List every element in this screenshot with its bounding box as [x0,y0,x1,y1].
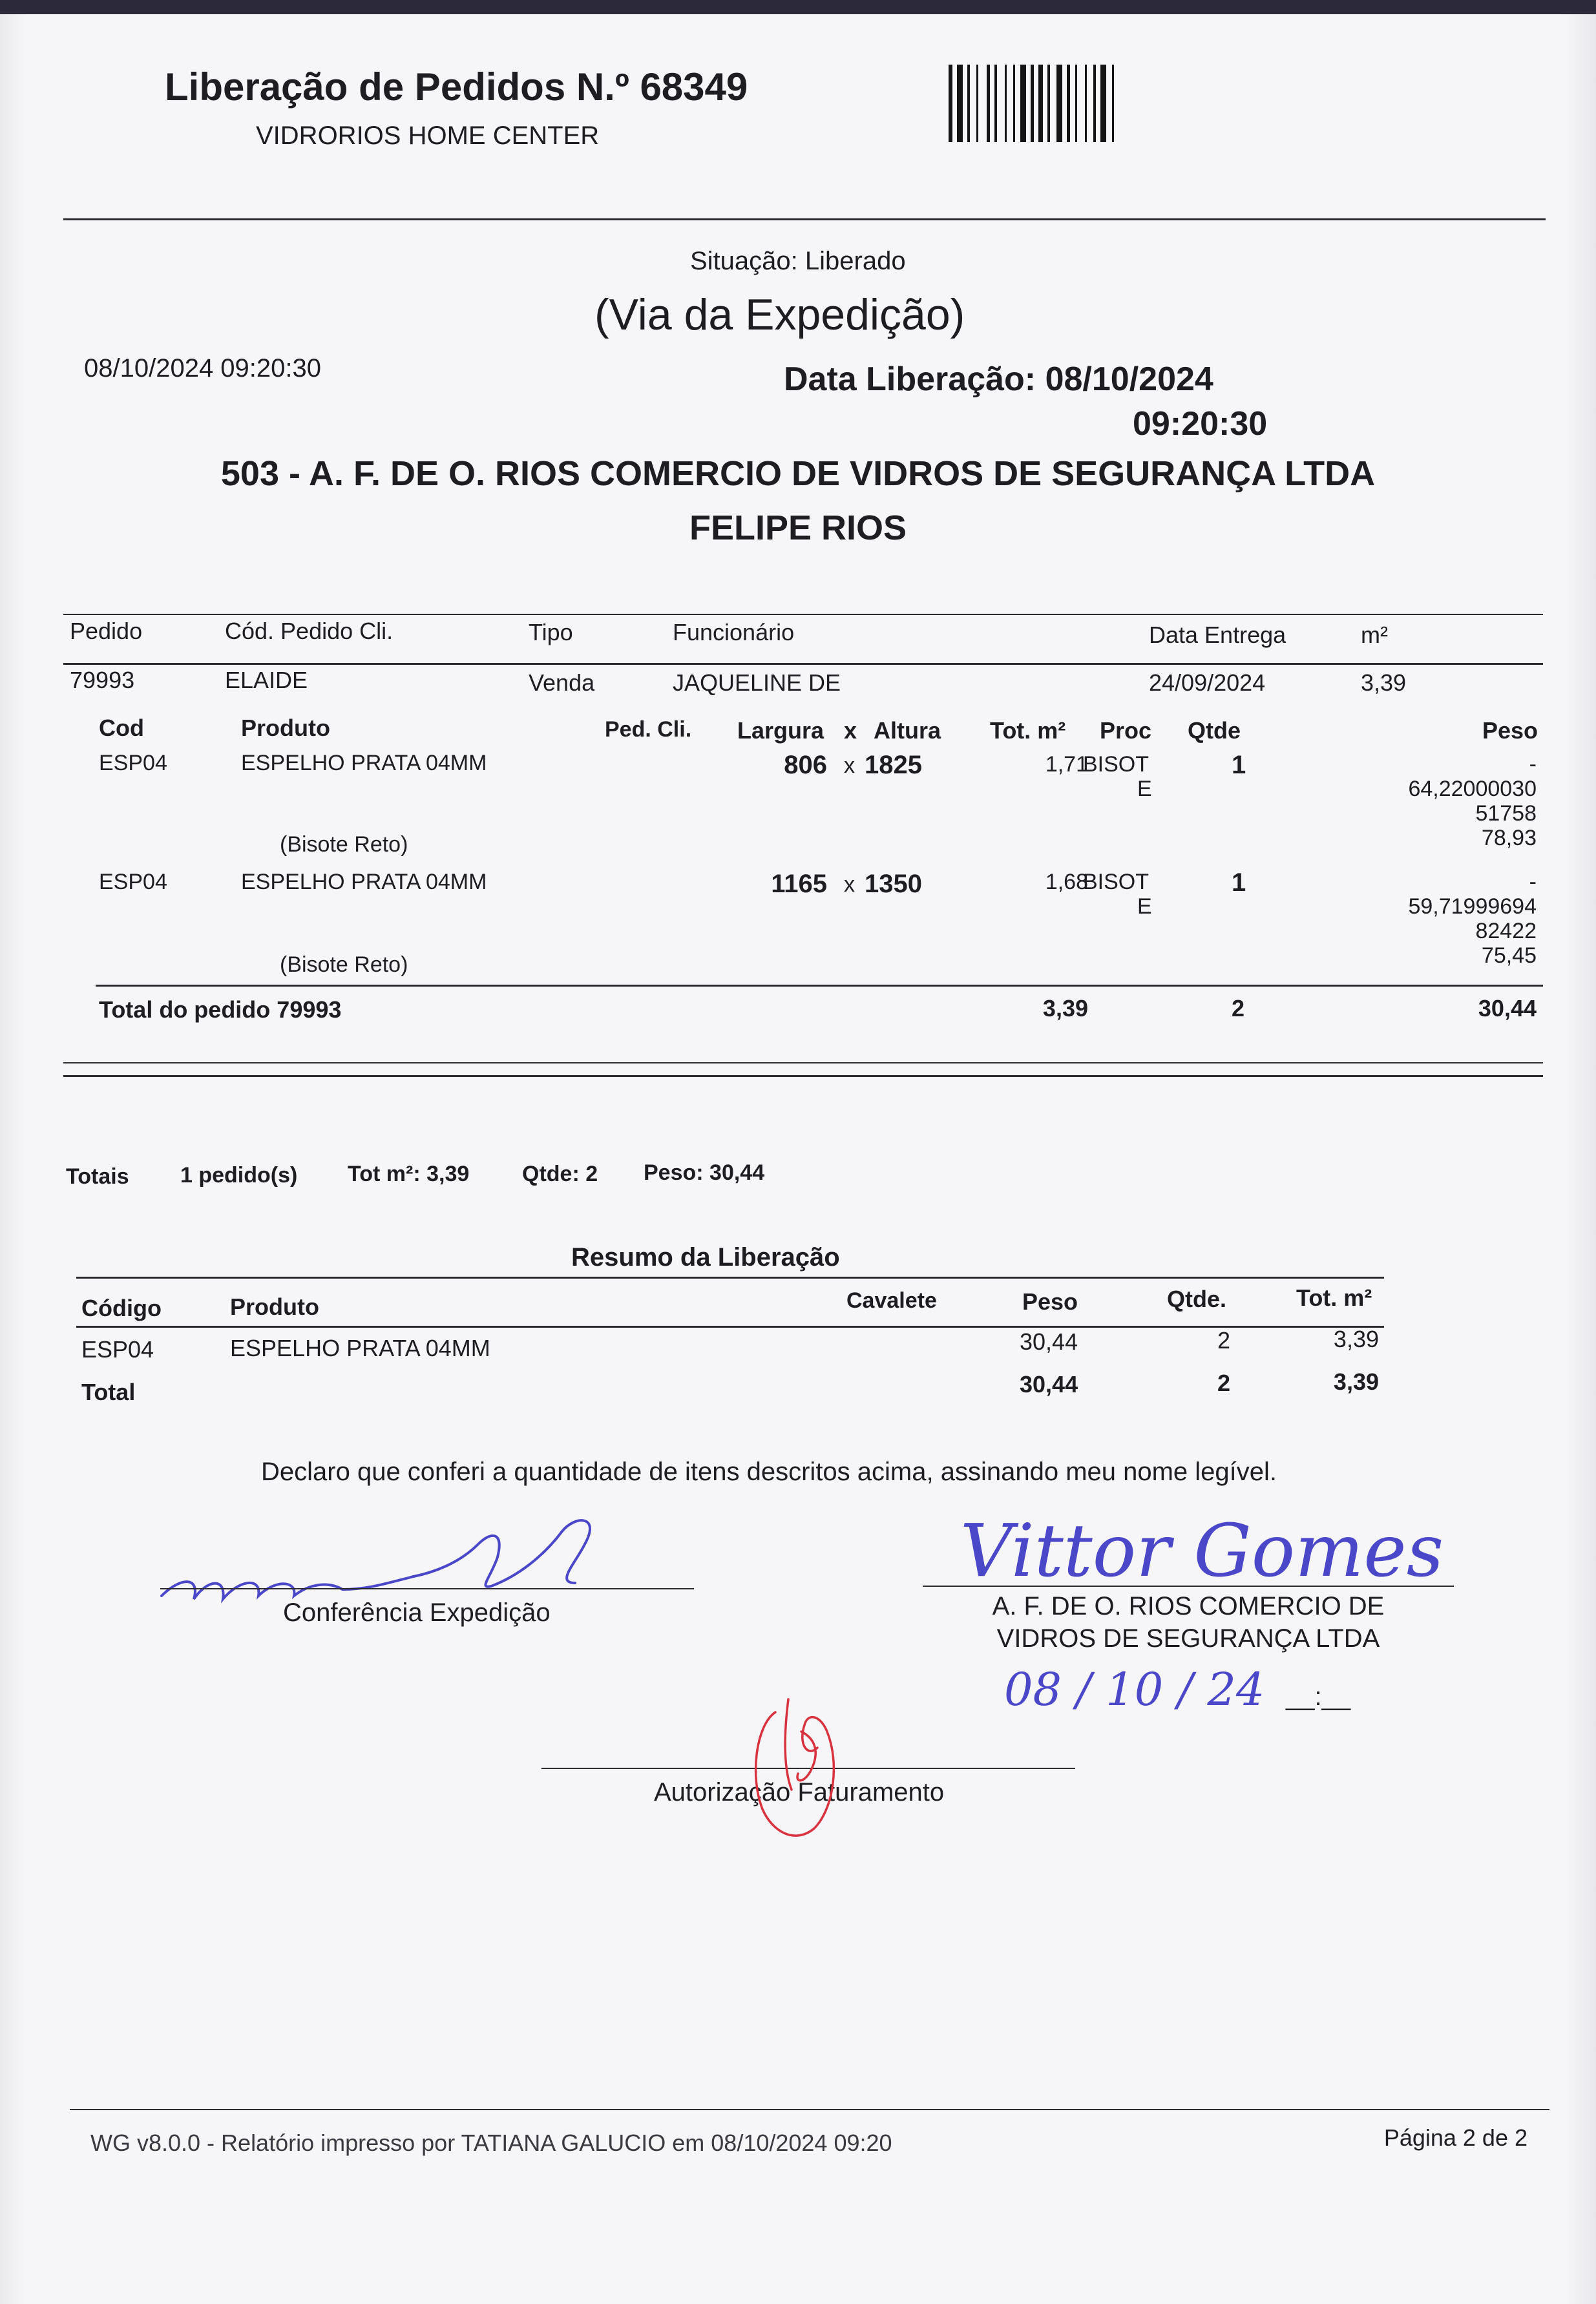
conferencia-label: Conferência Expedição [283,1598,551,1627]
barcode-bar [949,65,952,142]
resumo-row-qtde: 2 [1217,1327,1231,1354]
item1-peso-line3: 51758 [1475,801,1537,826]
val-pedido: 79993 [70,667,135,693]
section-divider-2 [63,1075,1543,1077]
item2-cod: ESP04 [99,870,167,894]
autorizacao-label: Autorização Faturamento [654,1778,945,1807]
footer-divider [70,2109,1549,2110]
resumo-row-produto: ESPELHO PRATA 04MM [230,1335,490,1361]
resumo-total-peso: 30,44 [1020,1371,1078,1398]
items-col-tot-m2: Tot. m² [990,717,1066,744]
barcode-bar [1038,65,1043,142]
item2-note: (Bisote Reto) [280,952,408,977]
resumo-col-tot-m2: Tot. m² [1296,1284,1372,1311]
item2-produto: ESPELHO PRATA 04MM [241,870,487,894]
item1-qtde: 1 [1232,751,1246,779]
item1-peso-dash: - [1529,752,1537,777]
order-total-m2: 3,39 [1042,995,1088,1021]
barcode-bar [1031,65,1034,142]
client-signature-line [923,1586,1454,1587]
declaration-text: Declaro que conferi a quantidade de itens descritos acima, assinando meu nome legível. [261,1458,1277,1486]
totais-qtde: Qtde: 2 [522,1162,598,1186]
client-company-line1: A. F. DE O. RIOS COMERCIO DE [992,1592,1385,1620]
val-data-entrega: 24/09/2024 [1149,669,1266,696]
totais-m2: Tot m²: 3,39 [348,1162,470,1186]
items-col-x: x [844,717,857,744]
resumo-col-peso: Peso [1022,1288,1078,1315]
totais-peso: Peso: 30,44 [644,1160,765,1185]
barcode-bar [1075,65,1077,142]
barcode-bar [967,65,970,142]
resumo-col-produto: Produto [230,1293,319,1320]
items-col-cod: Cod [99,715,144,741]
footer-page-number: Página 2 de 2 [1383,2124,1528,2151]
col-pedido: Pedido [70,618,143,644]
resumo-header-line [76,1326,1384,1328]
val-cod-pedido-cli: ELAIDE [225,667,308,693]
col-cod-pedido-cli: Cód. Pedido Cli. [225,618,394,644]
handwritten-date: 08 / 10 / 24 [1004,1663,1265,1716]
client-contact: FELIPE RIOS [689,508,907,547]
val-m2: 3,39 [1361,669,1407,696]
via-expedicao: (Via da Expedição) [594,290,965,339]
item1-peso-line4: 78,93 [1481,826,1537,850]
header-divider [63,218,1546,220]
item1-proc-cont: E [1137,777,1152,801]
resumo-col-codigo: Código [81,1295,162,1321]
barcode-bar [1020,65,1026,142]
totais-label: Totais [66,1164,129,1189]
barcode-bar [1056,65,1062,142]
company-name: VIDRORIOS HOME CENTER [256,121,600,150]
barcode-bar [1047,65,1050,142]
red-initials-stamp [743,1686,859,1848]
resumo-row-codigo: ESP04 [81,1336,154,1363]
order-header-divider [63,663,1543,665]
items-col-altura: Altura [874,717,941,744]
document-title: Liberação de Pedidos N.º 68349 [165,65,748,109]
footer-print-info: WG v8.0.0 - Relatório impresso por TATIANA GALUCIO em 08/10/2024 09:20 [90,2130,892,2156]
item1-largura: 806 [784,751,827,779]
resumo-col-qtde: Qtde. [1167,1286,1227,1312]
client-company-line2: VIDROS DE SEGURANÇA LTDA [996,1624,1380,1653]
totais-pedidos: 1 pedido(s) [180,1163,298,1188]
order-total-label: Total do pedido 79993 [99,996,342,1023]
item2-peso-line2: 59,71999694 [1408,894,1537,919]
item2-altura: 1350 [865,870,922,898]
situacao-text: Situação: Liberado [690,247,906,275]
items-col-peso: Peso [1482,717,1538,744]
barcode-bar [1093,65,1096,142]
client-handwritten-signature: Vittor Gomes [960,1509,1444,1593]
data-liberacao: Data Liberação: 08/10/2024 [784,361,1213,398]
print-datetime: 08/10/2024 09:20:30 [84,354,322,382]
item2-proc: BISOT [1083,870,1150,894]
item2-largura: 1165 [771,870,827,898]
barcode-bar [1112,65,1114,142]
data-liberacao-time: 09:20:30 [1133,405,1268,443]
item2-peso-line4: 75,45 [1481,943,1537,968]
resumo-total-tot-m2: 3,39 [1333,1368,1379,1395]
barcode-bar [987,65,990,142]
barcode-bar [957,65,963,142]
barcode-bar [976,65,978,142]
items-col-qtde: Qtde [1188,717,1241,744]
item2-peso-line3: 82422 [1475,919,1537,943]
items-col-proc: Proc [1100,717,1152,744]
item2-proc-cont: E [1137,894,1152,919]
item1-x: x [844,753,855,778]
section-divider-1 [63,1062,1543,1063]
resumo-top-line [76,1277,1384,1279]
resumo-total-qtde: 2 [1217,1370,1231,1396]
barcode-bar [1067,65,1070,142]
resumo-total-label: Total [81,1379,136,1405]
item2-x: x [844,872,855,897]
barcode-bar [1013,65,1015,142]
items-col-produto: Produto [241,715,330,741]
conferencia-signature-line [160,1588,694,1589]
col-tipo: Tipo [529,619,573,645]
items-col-ped-cli: Ped. Cli. [605,717,692,742]
barcode [949,65,1207,142]
col-m2: m² [1361,622,1388,648]
resumo-title: Resumo da Liberação [571,1243,840,1272]
val-tipo: Venda [529,669,595,696]
col-funcionario: Funcionário [673,619,795,645]
item1-altura: 1825 [865,751,922,779]
barcode-bar [1005,65,1007,142]
item2-qtde: 1 [1232,868,1246,897]
items-total-line [96,985,1543,987]
order-header-top-line [63,614,1543,615]
item1-tot-m2: 1,71 [1045,752,1088,777]
barcode-bar [994,65,997,142]
item1-peso-line2: 64,22000030 [1408,777,1537,801]
item1-note: (Bisote Reto) [280,832,408,857]
item2-tot-m2: 1,68 [1045,870,1088,894]
val-funcionario: JAQUELINE DE [673,669,841,696]
barcode-bar [1100,65,1106,142]
client-name: 503 - A. F. DE O. RIOS COMERCIO DE VIDROS DE SEGURANÇA LTDA [220,454,1376,493]
resumo-row-tot-m2: 3,39 [1333,1326,1379,1352]
item2-peso-dash: - [1529,870,1537,894]
resumo-row-peso: 30,44 [1020,1328,1078,1355]
time-blank: __:__ [1286,1682,1351,1711]
item1-cod: ESP04 [99,751,167,775]
order-total-qtde: 2 [1232,995,1245,1021]
order-total-peso: 30,44 [1478,995,1537,1021]
scan-top-edge [0,0,1596,14]
col-data-entrega: Data Entrega [1149,622,1286,648]
item1-produto: ESPELHO PRATA 04MM [241,751,487,775]
barcode-bar [1085,65,1087,142]
items-col-largura: Largura [737,717,824,744]
resumo-col-cavalete: Cavalete [846,1288,937,1313]
item1-proc: BISOT [1083,752,1150,777]
